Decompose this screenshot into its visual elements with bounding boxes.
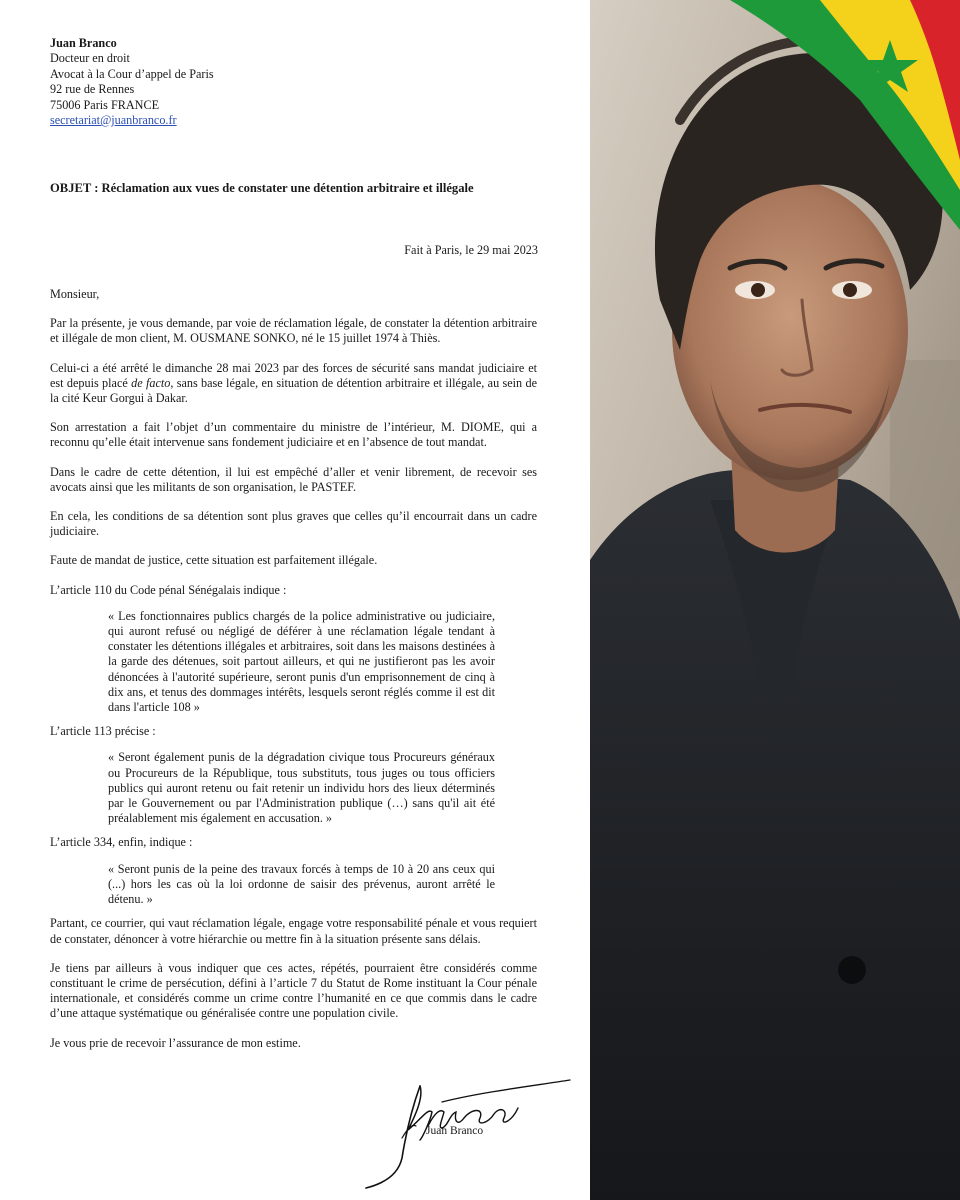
salutation: Monsieur,: [50, 287, 100, 301]
letter-body: [50, 287, 537, 1065]
sender-role: Avocat à la Cour d’appel de Paris: [50, 66, 214, 81]
article-334-intro: L’article 334, enfin, indique :: [50, 835, 193, 850]
portrait-photo: [590, 0, 960, 1200]
letter-date: Fait à Paris, le 29 mai 2023: [404, 243, 538, 257]
paragraph-arrest: [50, 361, 537, 407]
portrait-illustration: [590, 0, 960, 1200]
article-334-quote: « Seront punis de la peine des travaux forcés à temps de 10 à 20 ans ceux qui (...) hors les cas où la loi ordonne de saisir des prévenus, auront arrêté le détenu. »: [108, 861, 495, 907]
sender-street: 92 rue de Rennes: [50, 82, 135, 97]
paragraph-arrest-italic: de facto: [131, 375, 171, 390]
paragraph-request: Par la présente, je vous demande, par voie de réclamation légale, de constater la détention arbitraire et illégale de mon client, M. OUSMANE SONKO, né le 15 juillet 1974 à Thiès.: [50, 316, 537, 346]
sender-city: 75006 Paris FRANCE: [50, 97, 160, 112]
paragraph-responsibility: Partant, ce courrier, qui vaut réclamation légale, engage votre responsabilité pénale et vous requiert de constater, dénoncer à votre hiérarchie ou mettre fin à la situation présente sans délais.: [50, 916, 537, 946]
sender-email-link[interactable]: secretariat@juanbranco.fr: [50, 113, 177, 128]
paragraph-minister: Son arrestation a fait l’objet d’un commentaire du ministre de l’intérieur, M. DIOME, qui a reconnu qu’elle était intervenue sans fondement judiciaire et en l’absence de tout mandat.: [50, 420, 537, 450]
paragraph-gravity: En cela, les conditions de sa détention sont plus graves que celles qu’il encourrait dans un cadre judiciaire.: [50, 509, 537, 539]
article-110-quote: « Les fonctionnaires publics chargés de la police administrative ou judiciaire, qui auront refusé ou négligé de déférer à une réclamation légale tendant à constater les détentions illégales et arbitraires, soit dans les maisons destinées à la garde des détenues, soit partout ailleurs, et qui ne justifieront pas les avoir dénoncées à l'autorité supérieure, seront punis d'un emprisonnement de cinq à dix ans, et tenus des dommages intérêts, lesquels seront réglés comme il est dit dans l'article 108 »: [108, 608, 495, 715]
article-113-intro: L’article 113 précise :: [50, 724, 156, 739]
paragraph-detention-conditions: Dans le cadre de cette détention, il lui est empêché d’aller et venir librement, de recevoir ses avocats ainsi que les militants de son organisation, le PASTEF.: [50, 464, 537, 494]
paragraph-persecution: Je tiens par ailleurs à vous indiquer que ces actes, répétés, pourraient être considérés comme constituant le crime de persécution, défini à l’article 7 du Statut de Rome instituant la Cour pénale internationale, et considérés comme un crime contre l’humanité en ce que commis dans le cadre d’une attaque systématique ou généralisée contre une population civile.: [50, 960, 537, 1021]
signature-name: Juan Branco: [426, 1125, 484, 1137]
sender-title: Docteur en droit: [50, 51, 130, 66]
paragraph-illegal: Faute de mandat de justice, cette situation est parfaitement illégale.: [50, 553, 378, 568]
closing-line: Je vous prie de recevoir l’assurance de mon estime.: [50, 1035, 301, 1050]
paragraph-arrest-part2: , sans base légale, en situation de détention arbitraire et illégale, au sein de la cité Keur Gorgui à Dakar.: [50, 375, 537, 406]
sender-name: Juan Branco: [50, 36, 117, 50]
paragraph-arrest-part1: Celui-ci a été arrêté le dimanche 28 mai 2023 par des forces de sécurité sans mandat judiciaire et est depuis placé: [50, 360, 537, 390]
letter-subject: OBJET : Réclamation aux vues de constater une détention arbitraire et illégale: [50, 181, 474, 195]
article-113-quote: « Seront également punis de la dégradation civique tous Procureurs généraux ou Procureurs de la République, tous substituts, tous juges ou tous officiers publics qui auront retenu ou fait retenir un individu hors des lieux déterminés par le Gouvernement ou par l'Administration publique (…) sans qu'il ait été préalablement mis également en accusation. »: [108, 750, 495, 826]
article-110-intro: L’article 110 du Code pénal Sénégalais indique :: [50, 582, 287, 597]
sender-block: [50, 36, 214, 128]
